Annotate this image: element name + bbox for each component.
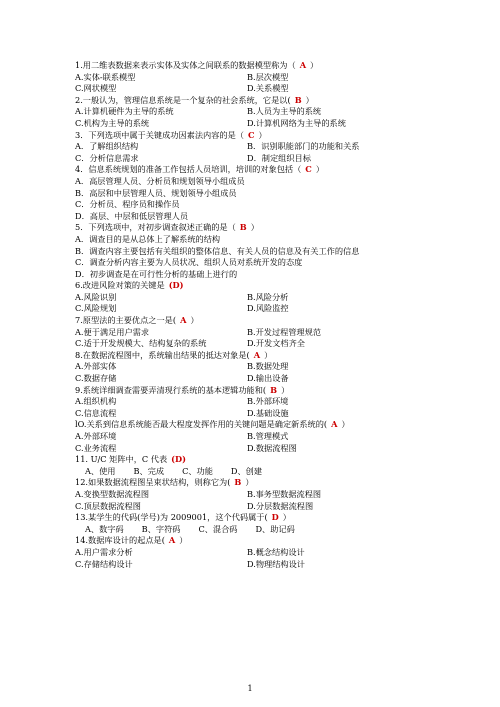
option-row [75, 72, 435, 84]
answer-letter: B [234, 477, 242, 488]
option-row [75, 106, 435, 118]
question-close: ） [310, 60, 319, 70]
answer-letter: A [331, 419, 338, 430]
option-line: A．高层管理人员、分析员和规划领导小组成员 [75, 175, 245, 186]
option-text: D.计算机网络为主导的系统 [247, 117, 346, 128]
question-close: ） [281, 384, 290, 395]
question-stem [75, 60, 435, 72]
option-text: D.关系模型 [247, 83, 289, 94]
option-line: B．高层和中层管理人员、规划领导小组成员 [75, 187, 237, 198]
question-stem [75, 95, 435, 107]
option-text: D、创建 [230, 465, 263, 476]
answer-letter: C [247, 129, 255, 140]
option-row [75, 141, 435, 153]
question-close: ） [179, 535, 188, 546]
question-close: ） [190, 315, 199, 326]
option-text: C.数据存储 [75, 373, 117, 384]
question-close: ） [264, 349, 273, 360]
option-text: D.风险监控 [247, 303, 289, 314]
question-stem [75, 512, 435, 524]
option-row [75, 303, 435, 315]
question-stem [75, 385, 435, 397]
option-text: A.外部实体 [75, 361, 117, 372]
option-line: D．初步调查是在可行性分析的基础上进行的 [75, 268, 238, 279]
option-text: C.存储结构设计 [75, 558, 133, 569]
option-text: B.管理模式 [247, 431, 289, 441]
option-text: B、完成 [133, 465, 165, 476]
option-row [75, 501, 435, 513]
option-text: C.顶层数据流程图 [75, 500, 141, 511]
answer-letter: B [239, 222, 247, 233]
option-row [75, 118, 435, 130]
question-text: 1.用二维表数据来表示实体及实体之间联系的数据模型称为（ [75, 60, 296, 70]
question-text: 4．信息系统规划的准备工作包括人员培训，培训的对象包括（ [75, 164, 302, 175]
option-text: C、功能 [182, 465, 213, 476]
option-text: C.业务流程 [75, 442, 117, 453]
option-row [75, 153, 435, 165]
question-text: 5．下列选项中，对初步调查叙述正确的是（ [75, 222, 236, 233]
answer-letter: D [271, 512, 279, 523]
option-row [75, 466, 435, 478]
option-row [75, 292, 435, 304]
option-line: A．调查目的是从总体上了解系统的结构 [75, 233, 221, 244]
option-text: B．识别职能部门的功能和关系 [247, 141, 360, 152]
question-stem [75, 315, 435, 327]
option-row [75, 431, 435, 443]
option-text: B.风险分析 [247, 291, 289, 302]
question-text: 3．下列选项中属于关键成功因素法内容的是（ [75, 129, 244, 140]
option-row [75, 443, 435, 455]
option-text: A．了解组织结构 [75, 141, 139, 152]
option-line: B．调查内容主要包括有关组织的整体信息、有关人员的信息及有关工作的信息 [75, 245, 360, 256]
question-text: 9.系统详细调查需要弄清现行系统的基本逻辑功能和( [75, 384, 267, 395]
option-text: A.便于满足用户需求 [75, 326, 150, 337]
answer-letter: (D) [171, 454, 187, 465]
answer-letter: B [270, 384, 278, 395]
page-number: 1 [247, 684, 253, 693]
option-text: A.组织机构 [75, 396, 117, 407]
option-text: A.外部环境 [75, 431, 117, 441]
question-stem [75, 164, 435, 176]
option-text: C.网状模型 [75, 83, 117, 94]
option-text: D.基础设施 [247, 407, 289, 418]
answer-letter: A [299, 60, 307, 70]
option-text: A.风险识别 [75, 291, 117, 302]
question-close: ） [282, 512, 291, 523]
question-stem [75, 350, 435, 362]
option-text: C.适于开发规模大、结构复杂的系统 [75, 338, 207, 349]
option-row [75, 489, 435, 501]
answer-letter: A [180, 315, 187, 326]
option-text: D.分层数据流程图 [247, 500, 314, 511]
question-text: 2.一般认为，管理信息系统是一个复杂的社会系统，它是以( [75, 94, 291, 105]
option-text: C.信息流程 [75, 407, 117, 418]
option-row [75, 373, 435, 385]
answer-letter: A [168, 535, 176, 546]
option-row [75, 547, 435, 559]
answer-letter: (D) [168, 280, 184, 291]
question-text: 14.数据库设计的起点是( [75, 535, 165, 546]
option-text: B.开发过程管理规范 [247, 326, 322, 337]
question-stem [75, 419, 435, 431]
answer-letter: A [253, 349, 261, 360]
option-row [75, 361, 435, 373]
question-text: 12.如果数据流程图呈束状结构，则称它为( [75, 477, 231, 488]
option-row [75, 338, 435, 350]
question-text: 13.某学生的代码(学号)为 2009001，这个代码属于( [75, 512, 268, 523]
option-text: D．制定组织目标 [247, 152, 311, 163]
option-text: C、混合码 [198, 523, 238, 534]
option-text: A.变换型数据流程图 [75, 488, 150, 499]
option-text: D.输出设备 [247, 373, 289, 384]
question-text: 7.原型法的主要优点之一是( [75, 315, 177, 326]
option-text: D.物理结构设计 [247, 558, 305, 569]
question-list [75, 60, 435, 570]
question-stem [75, 130, 435, 142]
question-close: ） [341, 419, 350, 430]
question-close: ） [258, 129, 267, 140]
option-text: B.概念结构设计 [247, 546, 305, 557]
option-line: C．分析员、程序员和操作员 [75, 199, 180, 210]
question-text: 6.改进风险对策的关键是 [75, 280, 165, 291]
option-text: B.层次模型 [247, 71, 289, 82]
question-text: 11. U/C 矩阵中，C 代表 [75, 454, 168, 465]
option-row [75, 327, 435, 339]
option-text: D.开发文档齐全 [247, 338, 305, 349]
option-text: C.风险规划 [75, 303, 117, 314]
option-text: A.实体-联系模型 [75, 71, 136, 82]
answer-letter: B [294, 94, 302, 105]
option-row [75, 83, 435, 95]
option-text: C.机构为主导的系统 [75, 117, 150, 128]
option-row [75, 524, 435, 536]
option-text: B.外部环境 [247, 396, 289, 407]
option-text: B.事务型数据流程图 [247, 488, 322, 499]
option-text: B.数据处理 [247, 361, 289, 372]
option-line: C．调查分析内容主要为人员状况、组织人员对系统开发的态度 [75, 257, 303, 268]
question-stem [75, 222, 435, 234]
option-text: C．分析信息需求 [75, 152, 139, 163]
option-text: B、字符码 [141, 523, 181, 534]
question-stem [75, 477, 435, 489]
option-row [75, 396, 435, 408]
answer-letter: C [305, 164, 312, 175]
option-text: D、助记码 [255, 523, 295, 534]
option-row [75, 408, 435, 420]
option-text: A.用户需求分析 [75, 546, 133, 557]
option-text: B.人员为主导的系统 [247, 106, 322, 117]
option-text: A、数字码 [85, 523, 124, 534]
option-line: D．高层、中层和低层管理人员 [75, 210, 189, 221]
question-stem [75, 535, 435, 547]
question-close: ） [250, 222, 259, 233]
question-close: ） [315, 164, 325, 175]
question-stem [75, 454, 435, 466]
question-stem [75, 280, 435, 292]
question-text: lO.关系到信息系统能否最大程度发挥作用的关键问题是确定新系统的( [75, 419, 328, 430]
option-row [75, 559, 435, 571]
question-text: 8.在数据流程图中，系统输出结果的抵达对象是( [75, 349, 250, 360]
question-close: ） [305, 94, 314, 105]
option-text: A、使用 [85, 465, 116, 476]
option-text: A.计算机硬件为主导的系统 [75, 106, 174, 117]
question-close: ） [245, 477, 254, 488]
option-text: D.数据流程图 [247, 442, 297, 453]
